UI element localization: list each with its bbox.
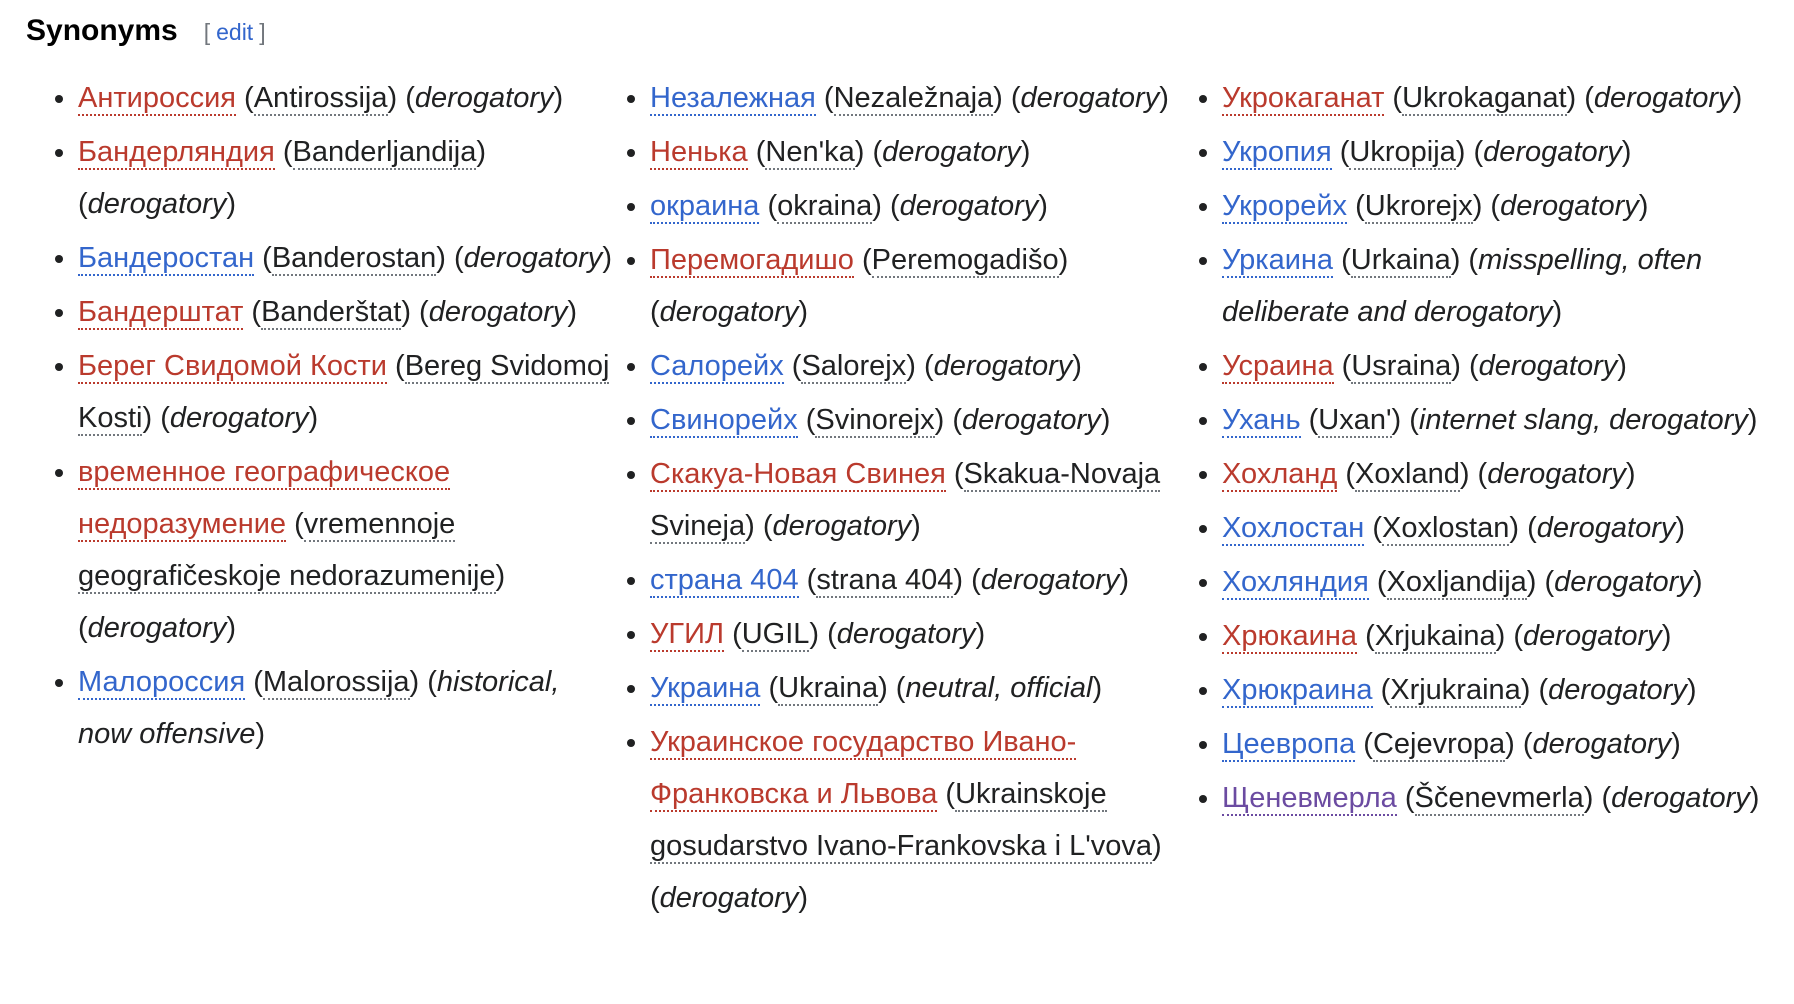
synonym-link[interactable]: Свинорейх — [650, 404, 798, 436]
bullet-icon — [55, 149, 63, 157]
transliteration: Ščenevmerla — [1414, 782, 1584, 814]
usage-qualifier: historical, now offensive — [78, 666, 560, 750]
transliteration: Malorossija — [262, 666, 410, 698]
usage-qualifier: derogatory — [836, 618, 976, 650]
usage-qualifier: derogatory — [1593, 82, 1733, 114]
bullet-icon — [1199, 257, 1207, 265]
usage-qualifier: derogatory — [659, 882, 799, 914]
usage-qualifier: derogatory — [1611, 782, 1750, 814]
list-item: Украина (Ukraina) (neutral, official) — [650, 662, 1190, 714]
transliteration: Nenʹka — [765, 136, 855, 168]
transliteration: strana 404 — [816, 564, 954, 596]
synonym-link[interactable]: Цеевропа — [1222, 728, 1356, 760]
usage-qualifier: derogatory — [980, 564, 1120, 596]
usage-qualifier: internet slang, derogatory — [1418, 404, 1748, 436]
transliteration: okraina — [777, 190, 873, 222]
list-item: Незалежная (Nezaležnaja) (derogatory) — [650, 72, 1190, 124]
bullet-icon — [627, 363, 635, 371]
transliteration: Salorejx — [801, 350, 907, 382]
usage-qualifier: derogatory — [87, 612, 227, 644]
synonym-link[interactable]: Щеневмерла — [1222, 782, 1397, 814]
list-item: Бандерштат (Banderštat) (derogatory) — [78, 286, 618, 338]
synonym-link[interactable]: Украинское государство Ивано-Франковска и Львова — [650, 726, 1077, 810]
synonym-column-3 — [1222, 72, 1782, 826]
list-item: Хохлостан (Xoxlostan) (derogatory) — [1222, 502, 1782, 554]
transliteration: Ukrokaganat — [1402, 82, 1567, 114]
list-item: Усраина (Usraina) (derogatory) — [1222, 340, 1782, 392]
section-title: Synonyms — [26, 14, 178, 47]
bullet-icon — [55, 363, 63, 371]
transliteration: Uxanʹ — [1318, 404, 1392, 436]
list-item: временное географическое недоразумение (vremennoje geografičeskoje nedorazumenije) (derogatory) — [78, 446, 618, 654]
bullet-icon — [627, 257, 635, 265]
synonym-link[interactable]: Хохлостан — [1222, 512, 1365, 544]
usage-qualifier: derogatory — [1523, 620, 1662, 652]
edit-link[interactable]: edit — [216, 19, 254, 45]
list-item: Цеевропа (Cejevropa) (derogatory) — [1222, 718, 1782, 770]
transliteration: Ukrainskoje gosudarstvo Ivano-Frankovska i Lʹvova — [650, 778, 1153, 862]
list-item: страна 404 (strana 404) (derogatory) — [650, 554, 1190, 606]
bullet-icon — [627, 95, 635, 103]
list-item: Хохляндия (Xoxljandija) (derogatory) — [1222, 556, 1782, 608]
list-item: Бандерляндия (Banderljandija) (derogatory) — [78, 126, 618, 230]
synonym-link[interactable]: Бандерштат — [78, 296, 244, 328]
usage-qualifier: derogatory — [1536, 512, 1676, 544]
bullet-icon — [627, 471, 635, 479]
edit-section — [204, 19, 266, 46]
bullet-icon — [55, 679, 63, 687]
bullet-icon — [627, 577, 635, 585]
usage-qualifier: derogatory — [1554, 566, 1693, 598]
usage-qualifier: derogatory — [882, 136, 1021, 168]
bullet-icon — [1199, 363, 1207, 371]
bullet-icon — [1199, 471, 1207, 479]
transliteration: Cejevropa — [1372, 728, 1506, 760]
synonym-link[interactable]: страна 404 — [650, 564, 799, 596]
transliteration: Xrjukraina — [1390, 674, 1521, 706]
synonym-link[interactable]: Перемогадишо — [650, 244, 854, 276]
list-item: Хрюкаина (Xrjukaina) (derogatory) — [1222, 610, 1782, 662]
synonym-link[interactable]: Укрокаганат — [1222, 82, 1385, 114]
synonym-link[interactable]: Ухань — [1222, 404, 1301, 436]
synonym-link[interactable]: Хохляндия — [1222, 566, 1369, 598]
synonym-link[interactable]: Незалежная — [650, 82, 816, 114]
usage-qualifier: derogatory — [1483, 136, 1622, 168]
synonym-link[interactable]: Хохланд — [1222, 458, 1338, 490]
bullet-icon — [55, 469, 63, 477]
list-item: Укропия (Ukropija) (derogatory) — [1222, 126, 1782, 178]
synonym-link[interactable]: Скакуа-Новая Свинея — [650, 458, 946, 490]
list-item: Свинорейх (Svinorejx) (derogatory) — [650, 394, 1190, 446]
transliteration: Skakua-Novaja Svineja — [650, 458, 1161, 542]
synonym-link[interactable]: Антироссия — [78, 82, 236, 114]
list-item: Хохланд (Xoxland) (derogatory) — [1222, 448, 1782, 500]
bullet-icon — [55, 309, 63, 317]
usage-qualifier: derogatory — [463, 242, 603, 274]
synonym-link[interactable]: Малороссия — [78, 666, 246, 698]
synonym-link[interactable]: Хрюкаина — [1222, 620, 1358, 652]
list-item: УГИЛ (UGIL) (derogatory) — [650, 608, 1190, 660]
usage-qualifier: derogatory — [87, 188, 227, 220]
bullet-icon — [1199, 579, 1207, 587]
synonym-link[interactable]: Бандеростан — [78, 242, 255, 274]
synonym-link[interactable]: окраина — [650, 190, 760, 222]
usage-qualifier: derogatory — [1487, 458, 1626, 490]
transliteration: Peremogadišo — [871, 244, 1059, 276]
synonym-link[interactable]: Ненька — [650, 136, 748, 168]
synonym-column-1 — [78, 72, 618, 762]
list-item: Хрюкраина (Xrjukraina) (derogatory) — [1222, 664, 1782, 716]
transliteration: Antirossija — [253, 82, 388, 114]
bullet-icon — [1199, 95, 1207, 103]
list-item: Берег Свидомой Кости (Bereg Svidomoj Kosti) (derogatory) — [78, 340, 618, 444]
list-item: Ненька (Nenʹka) (derogatory) — [650, 126, 1190, 178]
bullet-icon — [1199, 633, 1207, 641]
usage-qualifier: derogatory — [772, 510, 912, 542]
usage-qualifier: derogatory — [1478, 350, 1618, 382]
bullet-icon — [1199, 795, 1207, 803]
transliteration: Xoxlostan — [1382, 512, 1510, 544]
bullet-icon — [55, 95, 63, 103]
synonym-link[interactable]: УГИЛ — [650, 618, 725, 650]
transliteration: Xoxland — [1355, 458, 1460, 490]
usage-qualifier: derogatory — [1548, 674, 1687, 706]
usage-qualifier: derogatory — [962, 404, 1101, 436]
list-item: Укрорейх (Ukrorejx) (derogatory) — [1222, 180, 1782, 232]
section-heading — [26, 14, 266, 48]
bullet-icon — [627, 685, 635, 693]
transliteration: Ukropija — [1349, 136, 1456, 168]
bullet-icon — [627, 149, 635, 157]
bullet-icon — [1199, 687, 1207, 695]
list-item: Щеневмерла (Ščenevmerla) (derogatory) — [1222, 772, 1782, 824]
transliteration: Usraina — [1351, 350, 1452, 382]
bullet-icon — [1199, 417, 1207, 425]
synonym-link[interactable]: Украина — [650, 672, 761, 704]
transliteration: Urkaina — [1350, 244, 1451, 276]
transliteration: Xoxljandija — [1386, 566, 1527, 598]
usage-qualifier: neutral, official — [905, 672, 1093, 704]
list-item: Малороссия (Malorossija) (historical, now offensive) — [78, 656, 618, 760]
usage-qualifier: derogatory — [428, 296, 568, 328]
bullet-icon — [627, 739, 635, 747]
transliteration: Banderštat — [261, 296, 402, 328]
synonym-link[interactable]: Усраина — [1222, 350, 1334, 382]
transliteration: Banderostan — [271, 242, 437, 274]
usage-qualifier: derogatory — [899, 190, 1039, 222]
transliteration: Svinorejx — [815, 404, 935, 436]
transliteration: Nezaležnaja — [833, 82, 994, 114]
list-item: Укрокаганат (Ukrokaganat) (derogatory) — [1222, 72, 1782, 124]
usage-qualifier: derogatory — [1020, 82, 1160, 114]
edit-bracket-close: ] — [259, 19, 266, 45]
bullet-icon — [1199, 741, 1207, 749]
transliteration: UGIL — [741, 618, 810, 650]
bullet-icon — [1199, 203, 1207, 211]
bullet-icon — [627, 203, 635, 211]
list-item: Салорейх (Salorejx) (derogatory) — [650, 340, 1190, 392]
synonym-link[interactable]: Салорейх — [650, 350, 784, 382]
synonym-link[interactable]: Укрорейх — [1222, 190, 1348, 222]
usage-qualifier: derogatory — [1500, 190, 1639, 222]
transliteration: Banderljandija — [292, 136, 477, 168]
transliteration: Xrjukaina — [1374, 620, 1496, 652]
bullet-icon — [1199, 149, 1207, 157]
list-item: окраина (okraina) (derogatory) — [650, 180, 1190, 232]
edit-bracket-open: [ — [203, 19, 211, 45]
synonym-link[interactable]: Бандерляндия — [78, 136, 275, 168]
usage-qualifier: derogatory — [933, 350, 1073, 382]
synonym-link[interactable]: Берег Свидомой Кости — [78, 350, 387, 382]
list-item: Бандеростан (Banderostan) (derogatory) — [78, 232, 618, 284]
list-item: Уркаина (Urkaina) (misspelling, often deliberate and derogatory) — [1222, 234, 1782, 338]
bullet-icon — [627, 631, 635, 639]
list-item: Ухань (Uxanʹ) (internet slang, derogatory) — [1222, 394, 1782, 446]
list-item: Антироссия (Antirossija) (derogatory) — [78, 72, 618, 124]
synonym-link[interactable]: временное географическое недоразумение — [78, 456, 451, 540]
synonym-link[interactable]: Укропия — [1222, 136, 1332, 168]
transliteration: vremennoje geografičeskoje nedorazumenije — [78, 508, 496, 592]
bullet-icon — [1199, 525, 1207, 533]
usage-qualifier: misspelling, often deliberate and derogatory — [1222, 244, 1703, 328]
transliteration: Ukraina — [778, 672, 879, 704]
bullet-icon — [627, 417, 635, 425]
transliteration: Ukrorejx — [1364, 190, 1473, 222]
usage-qualifier: derogatory — [1532, 728, 1672, 760]
list-item: Скакуа-Новая Свинея (Skakua-Novaja Svineja) (derogatory) — [650, 448, 1190, 552]
list-item: Перемогадишо (Peremogadišo) (derogatory) — [650, 234, 1190, 338]
usage-qualifier: derogatory — [169, 402, 309, 434]
transliteration: Bereg Svidomoj Kosti — [78, 350, 610, 434]
usage-qualifier: derogatory — [414, 82, 554, 114]
list-item: Украинское государство Ивано-Франковска и Львова (Ukrainskoje gosudarstvo Ivano-Frankovska i Lʹvova) (derogatory) — [650, 716, 1190, 924]
bullet-icon — [55, 255, 63, 263]
synonym-link[interactable]: Хрюкраина — [1222, 674, 1373, 706]
synonym-link[interactable]: Уркаина — [1222, 244, 1334, 276]
synonym-column-2 — [650, 72, 1190, 926]
usage-qualifier: derogatory — [659, 296, 799, 328]
